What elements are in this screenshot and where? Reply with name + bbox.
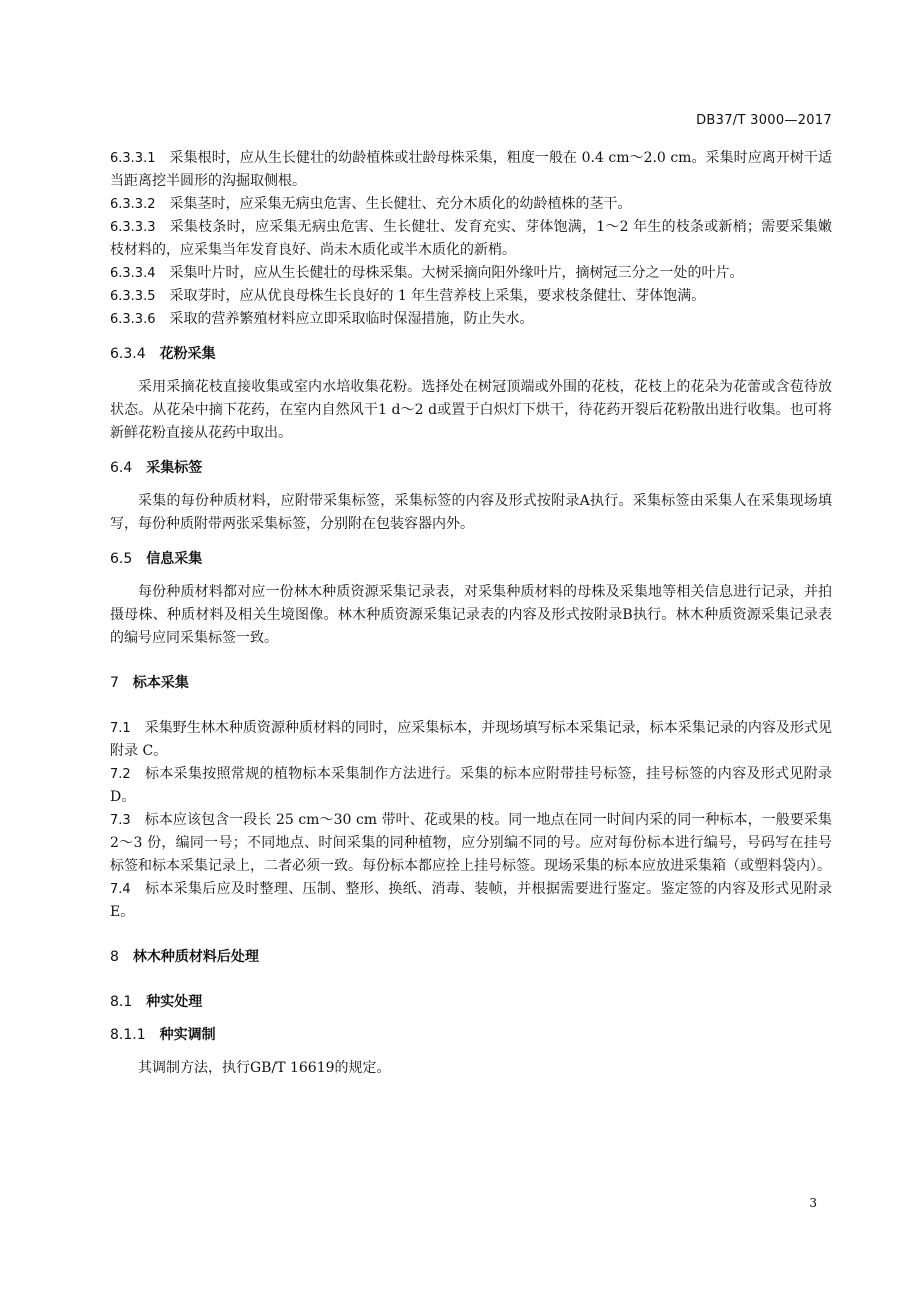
clause-7-2: 7.2 标本采集按照常规的植物标本采集制作方法进行。采集的标本应附带挂号标签，挂号标签的内容及形式见附录 D。 <box>110 766 832 805</box>
heading-6-4: 6.4 采集标签 <box>110 460 203 476</box>
clause-6-3-3-1: 6.3.3.1 采集根时，应从生长健壮的幼龄植株或壮龄母株采集，粗度一般在 0.4 cm～2.0 cm。采集时应离开树干适当距离挖半圆形的沟掘取侧根。 <box>110 150 832 189</box>
clause-6-3-3-2: 6.3.3.2 采集茎时，应采集无病虫危害、生长健壮、充分木质化的幼龄植株的茎干。 <box>110 196 632 212</box>
clause-7-4: 7.4 标本采集后应及时整理、压制、整形、换纸、消毒、装帧，并根据需要进行鉴定。鉴定签的内容及形式见附录 E。 <box>110 881 832 920</box>
paragraph-6-4: 采集的每份种质材料，应附带采集标签，采集标签的内容及形式按附录A执行。采集标签由采集人在采集现场填写，每份种质附带两张采集标签，分别附在包装容器内外。 <box>110 493 832 532</box>
heading-6-3-4: 6.3.4 花粉采集 <box>110 346 216 362</box>
standard-number: DB37/T 3000—2017 <box>696 113 832 128</box>
page-number: 3 <box>809 1196 817 1210</box>
document-body <box>110 147 832 1080</box>
clause-6-3-3-3: 6.3.3.3 采集枝条时，应采集无病虫危害、生长健壮、发育充实、芽体饱满，1～2 年生的枝条或新梢；需要采集嫩枝材料的，应采集当年发育良好、尚未木质化或半木质化的新梢。 <box>110 219 832 258</box>
clause-6-3-3-4: 6.3.3.4 采集叶片时，应从生长健壮的母株采集。大树采摘向阳外缘叶片，摘树冠三分之一处的叶片。 <box>110 265 744 281</box>
heading-8-1: 8.1 种实处理 <box>110 994 203 1010</box>
heading-8-1-1: 8.1.1 种实调制 <box>110 1027 216 1043</box>
heading-6-5: 6.5 信息采集 <box>110 551 203 567</box>
clause-7-1: 7.1 采集野生林木种质资源种质材料的同时，应采集标本，并现场填写标本采集记录，标本采集记录的内容及形式见附录 C。 <box>110 720 832 759</box>
paragraph-6-5: 每份种质材料都对应一份林木种质资源采集记录表，对采集种质材料的母株及采集地等相关信息进行记录，并拍摄母株、种质材料及相关生境图像。林木种质资源采集记录表的内容及形式按附录B执行。林木种质资源采集记录表的编号应同采集标签一致。 <box>110 584 832 646</box>
heading-7: 7 标本采集 <box>110 675 189 691</box>
paragraph-6-3-4: 采用采摘花枝直接收集或室内水培收集花粉。选择处在树冠顶端或外围的花枝，花枝上的花朵为花蕾或含苞待放状态。从花朵中摘下花药，在室内自然风干1 d～2 d或置于白炽灯下烘干，待花药开裂后花粉散出进行收集。也可将新鲜花粉直接从花药中取出。 <box>110 379 832 441</box>
clause-6-3-3-5: 6.3.3.5 采取芽时，应从优良母株生长良好的 1 年生营养枝上采集，要求枝条健壮、芽体饱满。 <box>110 288 706 304</box>
paragraph-8-1-1: 其调制方法，执行GB/T 16619的规定。 <box>138 1060 391 1076</box>
clause-6-3-3-6: 6.3.3.6 采取的营养繁殖材料应立即采取临时保湿措施，防止失水。 <box>110 311 534 327</box>
clause-7-3: 7.3 标本应该包含一段长 25 cm～30 cm 带叶、花或果的枝。同一地点在同一时间内采的同一种标本，一般要采集 2～3 份，编同一号；不同地点、时间采集的同种植物，应分别编不同的号。应对每份标本进行编号，号码写在挂号标签和标本采集记录上，二者必须一致。每份标本都应拴上挂号标签。现场采集的标本应放进采集箱（或塑料袋内）。 <box>110 812 832 874</box>
heading-8: 8 林木种质材料后处理 <box>110 949 259 965</box>
